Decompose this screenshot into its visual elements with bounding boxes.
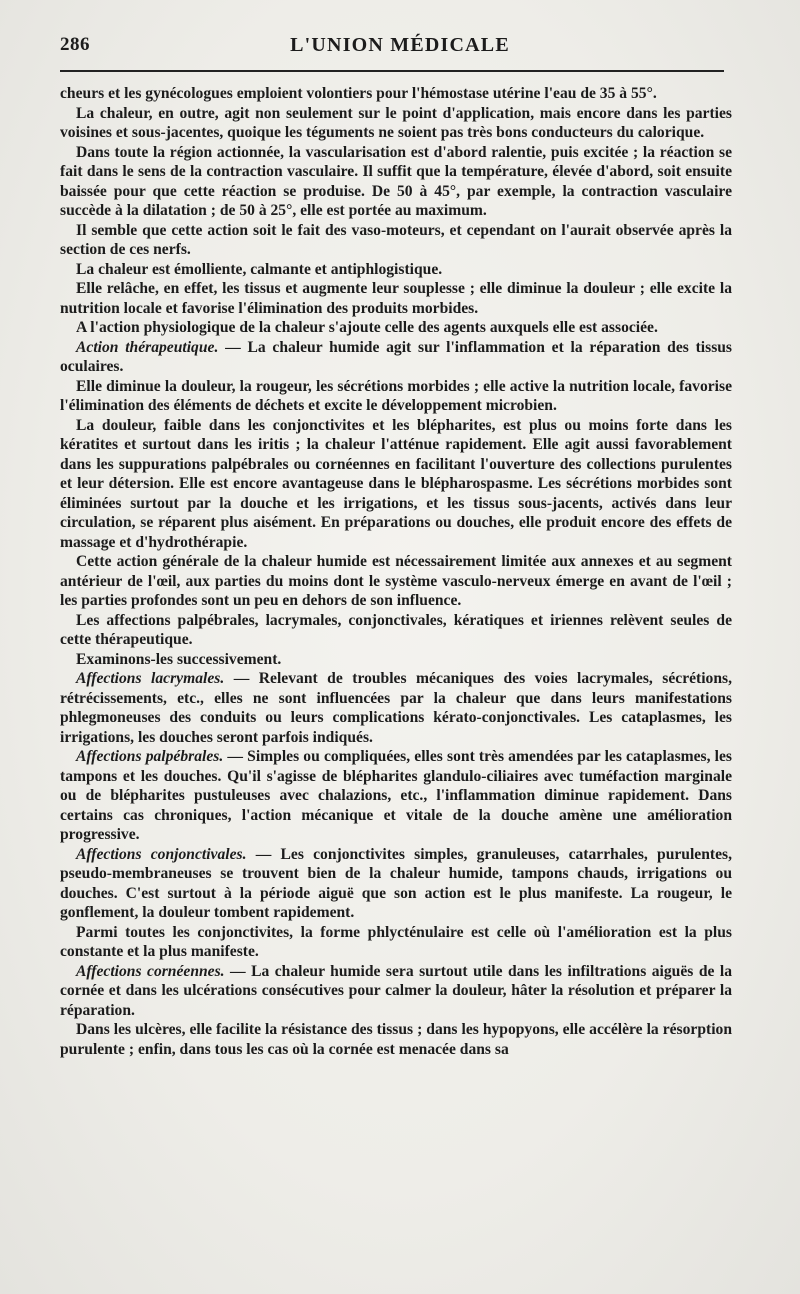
paragraph: Examinons-les successivement. (76, 650, 282, 668)
section-paragraph-lacrymales: Affections lacrymales. — Relevant de troubles mécaniques des voies lacrymales, sécrétions, rétrécissements, etc., elles ne sont influencées par la chaleur que dans leurs manifestations phlegmoneuses des conduits ou leurs complications kérato-conjonctivales. Les cataplasmes, les irrigations, les douches seront parfois indiqués. (60, 670, 732, 746)
paragraph: Dans les ulcères, elle facilite la résistance des tissus ; dans les hypopyons, elle accélère la résorption purulente ; enfin, dans tous les cas où la cornée est menacée dans sa (60, 1021, 732, 1058)
section-heading: Affections cornéennes. (76, 962, 225, 980)
section-paragraph-conjonctivales: Affections conjonctivales. — Les conjonctivites simples, granuleuses, catarrhales, purulentes, pseudo-membraneuses se trouvent bien de la chaleur humide, tampons chauds, irrigations ou douches. C'est surtout à la période aiguë que son action est le plus manifeste. La rougeur, le gonflement, la douleur tombent rapidement. (60, 845, 732, 921)
paragraph: Dans toute la région actionnée, la vascularisation est d'abord ralentie, puis excitée ; la réaction se fait dans le sens de la contraction vasculaire. Il suffit que la température, élevée d'abord, soit ensuite baissée pour que cette réaction se produise. De 50 à 45°, par exemple, la contraction vasculaire succède à la dilatation ; de 50 à 25°, elle est portée au maximum. (60, 143, 732, 219)
section-heading: Affections conjonctivales. (76, 845, 247, 863)
paragraph: La chaleur, en outre, agit non seulement sur le point d'application, mais encore dans les parties voisines et sous-jacentes, quoique les téguments ne soient pas très bons conducteurs du calorique. (60, 104, 732, 141)
paragraph: A l'action physiologique de la chaleur s'ajoute celle des agents auxquels elle est associée. (76, 319, 658, 336)
paragraph: Parmi toutes les conjonctivites, la forme phlycténulaire est celle où l'amélioration est la plus constante et la plus manifeste. (60, 923, 732, 960)
section-paragraph-action-therapeutique: Action thérapeutique. — La chaleur humide agit sur l'inflammation et la réparation des tissus oculaires. (60, 338, 732, 375)
paragraph: Les affections palpébrales, lacrymales, conjonctivales, kératiques et iriennes relèvent seules de cette thérapeutique. (60, 611, 732, 648)
paragraph: La chaleur est émolliente, calmante et antiphlogistique. (76, 260, 443, 278)
paragraph: Elle diminue la douleur, la rougeur, les sécrétions morbides ; elle active la nutrition locale, favorise l'élimination des éléments de déchets et excite le développement microbien. (60, 377, 732, 414)
section-heading: Affections lacrymales. (76, 670, 225, 687)
section-heading: Action thérapeutique. (76, 338, 219, 356)
paragraph: Elle relâche, en effet, les tissus et augmente leur souplesse ; elle diminue la douleur ; elle excite la nutrition locale et favorise l'élimination des produits morbides. (60, 280, 732, 317)
paragraph: Cette action générale de la chaleur humide est nécessairement limitée aux annexes et au segment antérieur de l'œil, aux parties du moins dont le système vasculo-nerveux émerge en avant de l'œil ; les parties profondes sont un peu en dehors de son influence. (60, 553, 732, 609)
header-rule (60, 70, 724, 72)
body-text (60, 84, 732, 1059)
paragraph: La douleur, faible dans les conjonctivites et les blépharites, est plus ou moins forte dans les kératites et surtout dans les iritis ; la chaleur l'atténue rapidement. Elle agit aussi favorablement dans les suppurations palpébrales ou cornéennes en facilitant l'ouverture des collections purulentes et leur détersion. Elle est encore avantageuse dans le blépharospasme. Les sécrétions morbides sont éliminées surtout par la douche et les irrigations, et les tissus sous-jacents, activés dans leur circulation, se réparent plus aisément. En préparations ou douches, elle produit encore des effets de massage et d'hydrothérapie. (60, 416, 732, 551)
section-paragraph-corneennes: Affections cornéennes. — La chaleur humide sera surtout utile dans les infiltrations aiguës de la cornée et dans les ulcérations consécutives pour calmer la douleur, hâter la résolution et préparer la réparation. (60, 962, 733, 1019)
journal-title: L'UNION MÉDICALE (290, 34, 510, 56)
paragraph: cheurs et les gynécologues emploient volontiers pour l'hémostase utérine l'eau de 35 à 55°. (60, 85, 657, 102)
page-number: 286 (60, 34, 90, 55)
section-paragraph-palpebrales: Affections palpébrales. — Simples ou compliquées, elles sont très amendées par les cataplasmes, les tampons et les douches. Qu'il s'agisse de blépharites glandulo-ciliaires avec tuméfaction marginale ou de blépharites pustuleuses avec chalazions, etc., l'inflammation diminue rapidement. Dans certains cas chroniques, l'action mécanique et vitale de la douche amène une amélioration progressive. (60, 748, 732, 843)
section-heading: Affections palpébrales. (76, 748, 224, 765)
running-head (60, 34, 740, 60)
paragraph: Il semble que cette action soit le fait des vaso-moteurs, et cependant on l'aurait observée après la section de ces nerfs. (60, 221, 732, 258)
